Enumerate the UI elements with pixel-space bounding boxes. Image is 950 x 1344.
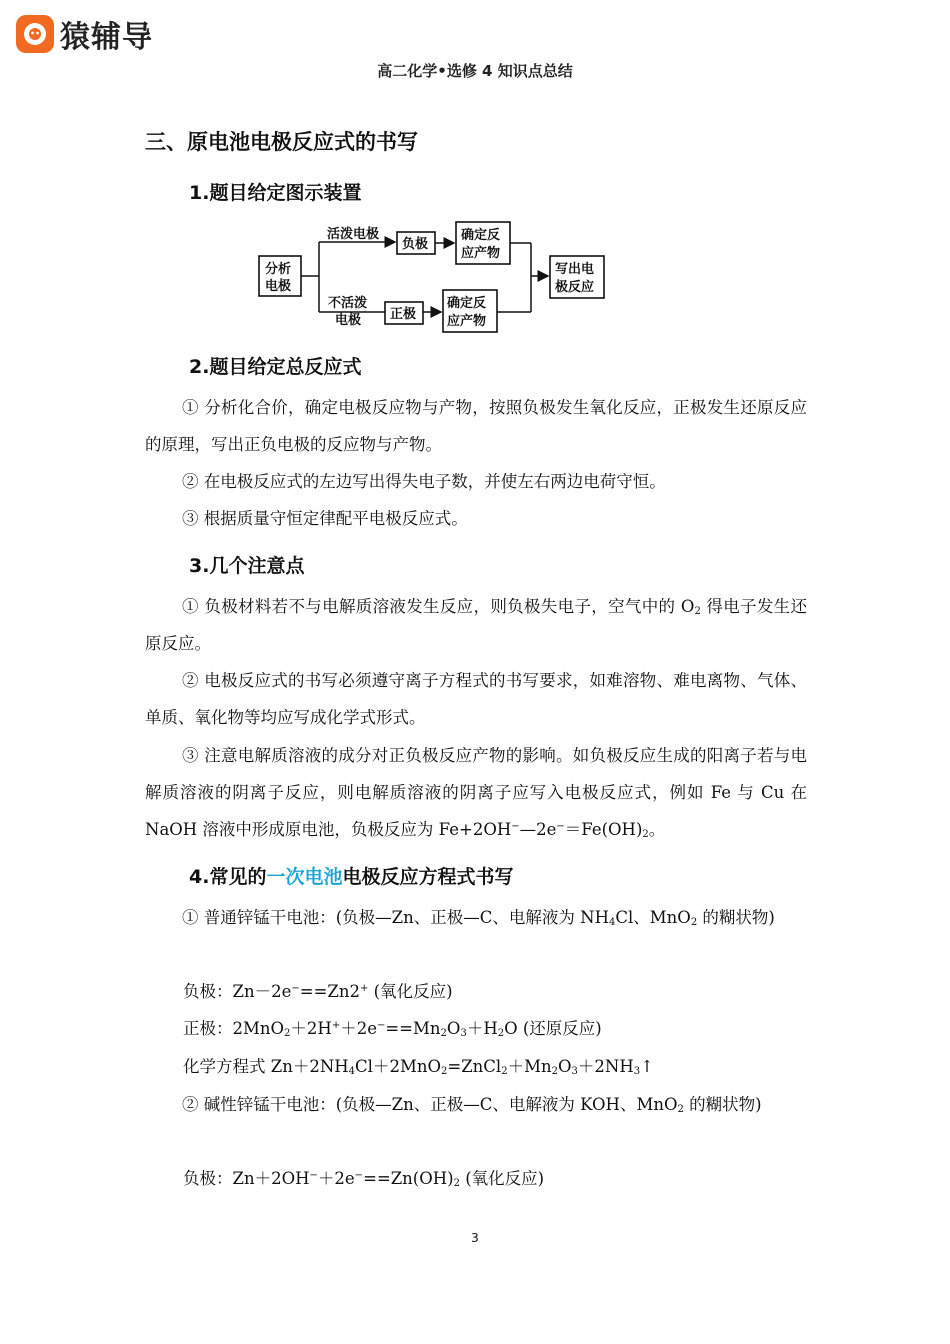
s3-paragraph-2: ② 电极反应式的书写必须遵守离子方程式的书写要求，如难溶物、难电离物、气体、单质、氧化物等均应写成化学式形式。 (145, 671, 807, 727)
s2-paragraph-2: ② 在电极反应式的左边写出得失电子数，并使左右两边电荷守恒。 (182, 472, 666, 491)
determine-a-line2: 应产物 (461, 246, 501, 261)
analyze-label-line2: 电极 (265, 279, 292, 294)
page-header-title: 高二化学•选修 4 知识点总结 (377, 62, 573, 80)
s2-paragraph-3: ③ 根据质量守恒定律配平电极反应式。 (182, 509, 468, 528)
alkaline-cell-intro: ② 碱性锌锰干电池：(负极—Zn、正极—C、电解液为 KOH、MnO$_2$ 的糊状物) (182, 1095, 762, 1115)
subsection-3-title: 3.几个注意点 (189, 555, 305, 577)
s3-paragraph-3: ③ 注意电解质溶液的成分对正负极反应产物的影响。如负极反应生成的阳离子若与电解质溶液的阴离子反应，则电解质溶液的阴离子应写入电极反应式，例如 Fe 与 Cu 在 NaOH 溶液中形成原电池，负极反应为 $Fe+2OH^-—2e^-=Fe(OH)_2$。 (145, 746, 807, 840)
section-title: 三、原电池电极反应式的书写 (145, 130, 418, 154)
monkey-logo-icon (16, 15, 54, 53)
subsection-1-title: 1.题目给定图示装置 (189, 182, 362, 204)
zn-mn-overall-equation: 化学方程式 $Zn+2NH_4Cl+2MnO_2=ZnCl_2+Mn_2O_3+2NH_3↑$ (183, 1057, 654, 1077)
positive-label: 正极 (390, 307, 417, 322)
zn-mn-dry-cell-intro: ① 普通锌锰干电池：(负极—Zn、正极—C、电解液为 $NH_4Cl$、MnO$_2$ 的糊状物) (182, 908, 775, 928)
write-line1: 写出电 (555, 262, 595, 277)
primary-battery-highlight: 一次电池 (266, 866, 343, 888)
determine-b-line2: 应产物 (447, 314, 487, 329)
s3-paragraph-1: ① 负极材料若不与电解质溶液发生反应，则负极失电子，空气中的 $O_2$ 得电子发生还原反应。 (145, 597, 807, 653)
page-number: 3 (471, 1231, 479, 1245)
determine-a-line1: 确定反 (461, 228, 501, 243)
subsection-2-title: 2.题目给定总反应式 (189, 356, 362, 378)
inactive-electrode-label-2: 电极 (335, 313, 362, 328)
brand-name: 猿辅导 (60, 20, 153, 55)
inactive-electrode-label-1: 不活泼 (328, 296, 368, 311)
zn-mn-positive-equation: 正极：$2MnO_2+2H^++2e^-==Mn_2O_3+H_2O$ (还原反应) (183, 1019, 602, 1039)
zn-mn-negative-equation: 负极：Zn－2e−==Zn2+ (氧化反应) (183, 982, 453, 1001)
write-line2: 极反应 (555, 280, 595, 295)
subsection-4-title: 4.常见的一次电池电极反应方程式书写 (189, 866, 514, 888)
active-electrode-label: 活泼电极 (327, 227, 380, 242)
negative-label: 负极 (402, 237, 429, 252)
brand-logo (16, 12, 153, 56)
alkaline-negative-equation: 负极：$Zn+2OH^-+2e^-==Zn(OH)_2$ (氧化反应) (183, 1169, 545, 1189)
analyze-label-line1: 分析 (265, 262, 292, 277)
s2-paragraph-1: ① 分析化合价，确定电极反应物与产物，按照负极发生氧化反应，正极发生还原反应的原理，写出正负电极的反应物与产物。 (145, 398, 807, 454)
electrode-analysis-flowchart (255, 218, 615, 334)
determine-b-line1: 确定反 (447, 296, 487, 311)
